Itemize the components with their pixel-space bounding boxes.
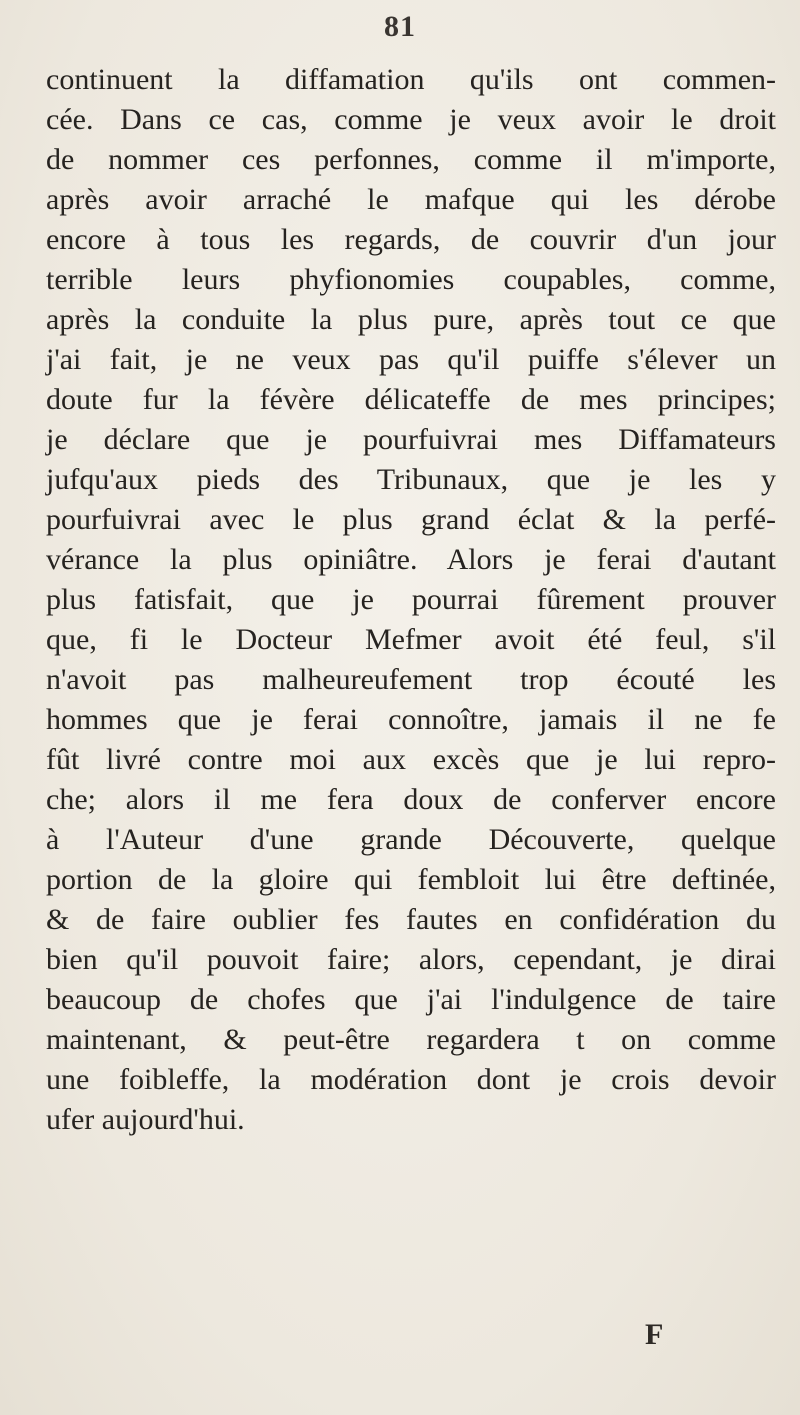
text-line-12: pourfuivrai avec le plus grand éclat & la perfé- <box>46 503 776 536</box>
text-line-22: & de faire oublier fes fautes en confidération du <box>46 903 776 936</box>
text-line-25: maintenant, & peut-être regardera t on comme <box>46 1023 776 1056</box>
text-line-6: terrible leurs phyfionomies coupables, comme, <box>46 263 776 296</box>
page-number: 81 <box>384 10 416 43</box>
text-line-26: une foibleffe, la modération dont je crois devoir <box>46 1063 776 1096</box>
text-line-1: continuent la diffamation qu'ils ont commen- <box>46 63 776 96</box>
text-line-11: jufqu'aux pieds des Tribunaux, que je les y <box>46 463 776 496</box>
text-line-7: après la conduite la plus pure, après tout ce que <box>46 303 776 336</box>
text-line-14: plus fatisfait, que je pourrai fûrement prouver <box>46 583 776 616</box>
text-line-18: fût livré contre moi aux excès que je lui repro- <box>46 743 776 776</box>
text-line-24: beaucoup de chofes que j'ai l'indulgence de taire <box>46 983 776 1016</box>
text-line-3: de nommer ces perfonnes, comme il m'importe, <box>46 143 776 176</box>
text-line-17: hommes que je ferai connoître, jamais il ne fe <box>46 703 776 736</box>
text-line-5: encore à tous les regards, de couvrir d'un jour <box>46 223 776 256</box>
text-line-21: portion de la gloire qui fembloit lui être deftinée, <box>46 863 776 896</box>
text-line-27: ufer aujourd'hui. <box>46 1103 245 1136</box>
text-line-13: vérance la plus opiniâtre. Alors je ferai d'autant <box>46 543 776 576</box>
text-line-9: doute fur la févère délicateffe de mes principes; <box>46 383 776 416</box>
body-text <box>46 60 776 1140</box>
text-line-16: n'avoit pas malheureufement trop écouté les <box>46 663 776 696</box>
text-line-20: à l'Auteur d'une grande Découverte, quelque <box>46 823 776 856</box>
text-line-23: bien qu'il pouvoit faire; alors, cependant, je dirai <box>46 943 776 976</box>
text-line-8: j'ai fait, je ne veux pas qu'il puiffe s'élever un <box>46 343 776 376</box>
text-line-2: cée. Dans ce cas, comme je veux avoir le droit <box>46 103 776 136</box>
text-line-19: che; alors il me fera doux de conferver encore <box>46 783 776 816</box>
text-line-15: que, fi le Docteur Mefmer avoit été feul, s'il <box>46 623 776 656</box>
text-line-10: je déclare que je pourfuivrai mes Diffamateurs <box>46 423 776 456</box>
signature-mark: F <box>645 1318 664 1351</box>
text-line-4: après avoir arraché le mafque qui les dérobe <box>46 183 776 216</box>
